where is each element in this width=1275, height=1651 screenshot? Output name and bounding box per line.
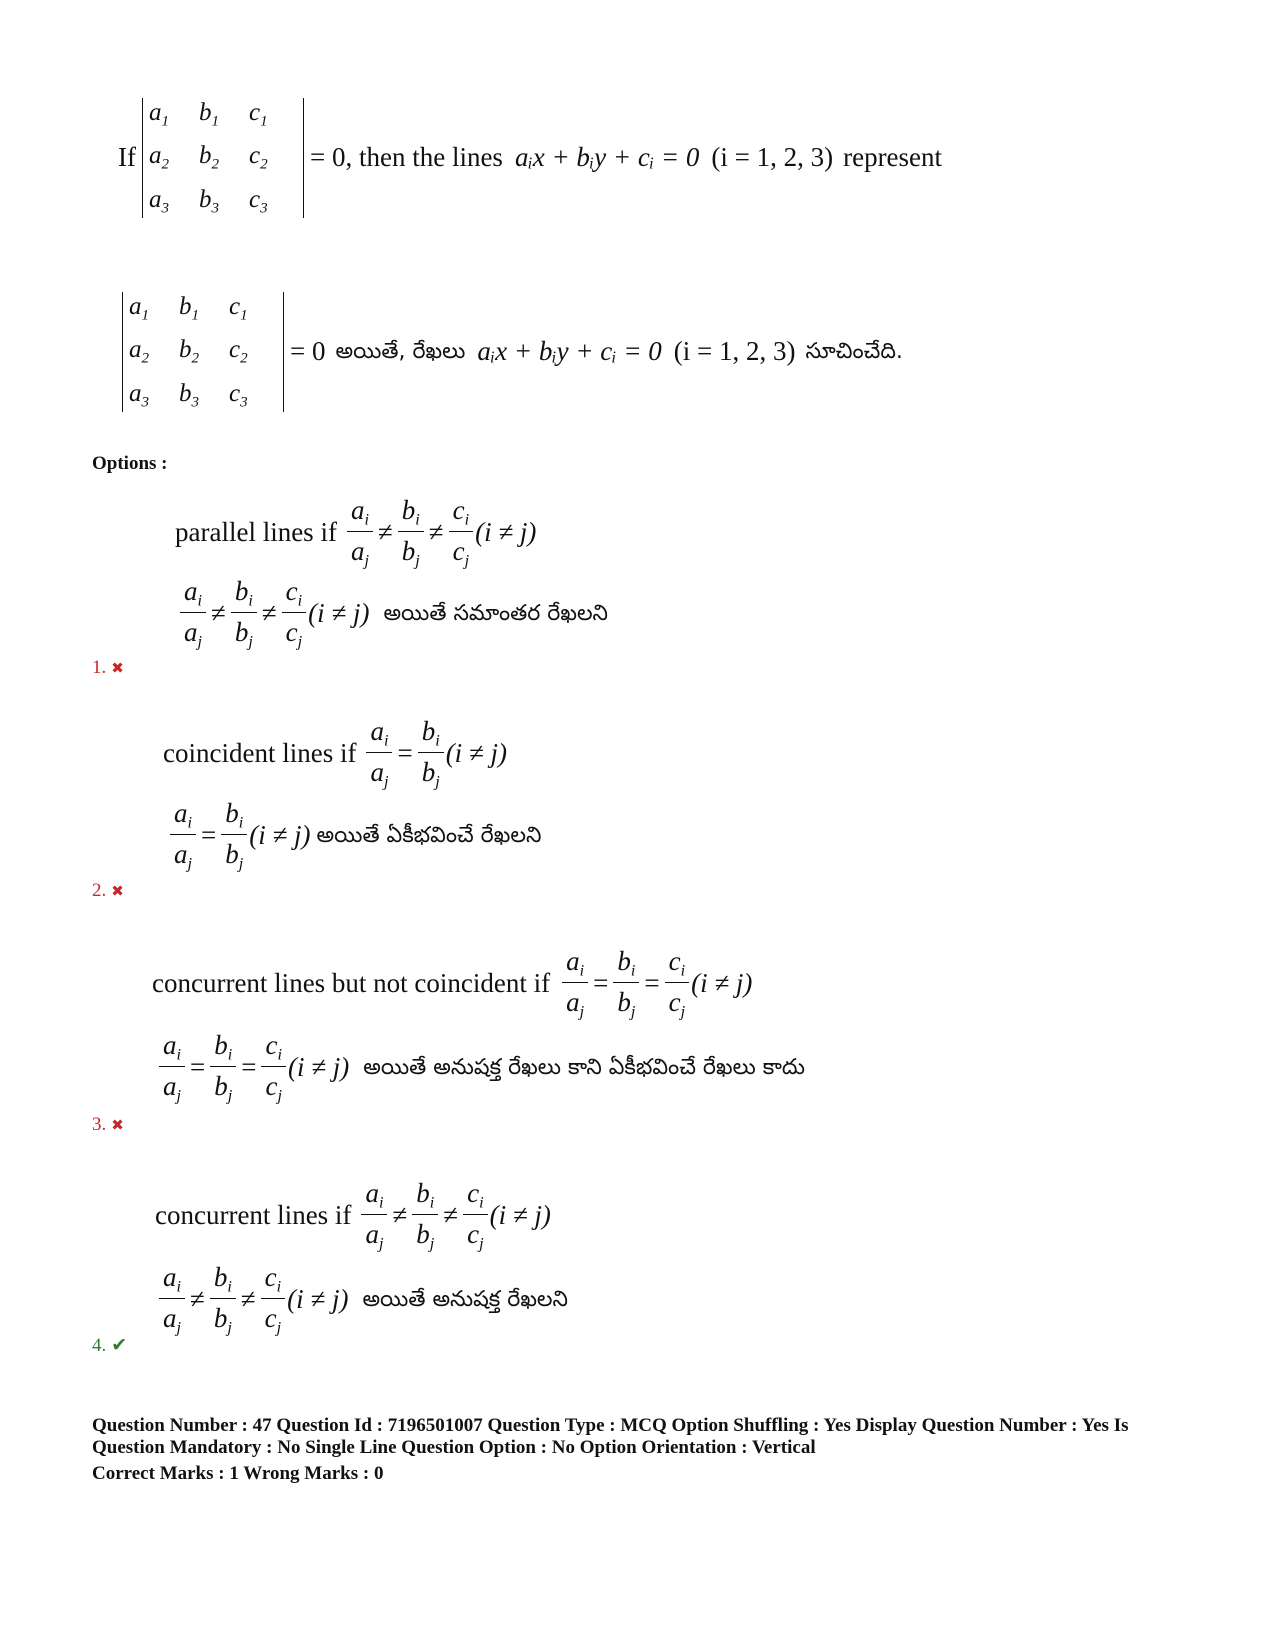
determinant: $a_1$ $b_1$ $c_1$ $a_2$ $b_2$ $c_2$ $a_3$ $b_3$ $c_3$ <box>142 98 304 218</box>
line-equation: aᵢx + bᵢy + cᵢ = 0 <box>514 142 700 173</box>
check-icon: ✔ <box>111 1335 128 1356</box>
option-3-text: concurrent lines but not coincident if <box>152 968 551 999</box>
option-2-text: coincident lines if <box>163 738 357 769</box>
option-3-english: concurrent lines but not coincident if $\frac{a_i}{a_j}$ = $\frac{b_i}{b_j}$ = $\frac{c_i}{c_j}$ (i ≠ j) <box>152 946 753 1021</box>
metadata-line-3: Correct Marks : 1 Wrong Marks : 0 <box>92 1463 384 1484</box>
options-label: Options : <box>92 453 168 474</box>
cross-icon: ✖ <box>111 1118 124 1134</box>
question-english <box>118 98 942 218</box>
question-if-label: If <box>118 142 136 173</box>
option-2-english: coincident lines if $\frac{a_i}{a_j}$ = $\frac{b_i}{b_j}$ (i ≠ j) <box>163 716 507 791</box>
metadata-line-2: Question Mandatory : No Single Line Question Option : No Option Orientation : Vertical <box>92 1437 816 1458</box>
equals-zero-telugu: = 0 <box>290 336 326 367</box>
determinant-telugu: $a_1$ $b_1$ $c_1$ $a_2$ $b_2$ $c_2$ $a_3$ $b_3$ $c_3$ <box>122 292 284 412</box>
line-equation-telugu: aᵢx + bᵢy + cᵢ = 0 <box>477 336 662 367</box>
index-range-telugu: (i = 1, 2, 3) <box>673 336 796 367</box>
option-1-telugu: $\frac{a_i}{a_j}$ ≠ $\frac{b_i}{b_j}$ ≠ $\frac{c_i}{c_j}$ (i ≠ j) అయితే సమాంతర రేఖలని <box>178 578 608 650</box>
option-1-text: parallel lines if <box>175 517 337 548</box>
option-4-marker: 4. ✔ <box>92 1335 128 1356</box>
option-4-english: concurrent lines if $\frac{a_i}{a_j}$ ≠ $\frac{b_i}{b_j}$ ≠ $\frac{c_i}{c_j}$ (i ≠ j) <box>155 1178 551 1253</box>
question-telugu <box>122 292 903 412</box>
option-3-marker: 3. ✖ <box>92 1114 124 1135</box>
question-telugu-suffix: సూచించేది. <box>805 338 903 364</box>
option-2-telugu-text: అయితే ఏకీభవించే రేఖలని <box>316 822 542 848</box>
option-3-telugu: $\frac{a_i}{a_j}$ = $\frac{b_i}{b_j}$ = $\frac{c_i}{c_j}$ (i ≠ j) అయితే అనుషక్త రేఖలు కాని ఏకీభవించే రేఖలు కాదు <box>157 1032 805 1104</box>
option-3-telugu-text: అయితే అనుషక్త రేఖలు కాని ఏకీభవించే రేఖలు కాదు <box>363 1054 805 1080</box>
cross-icon: ✖ <box>111 661 124 677</box>
option-2-telugu: $\frac{a_i}{a_j}$ = $\frac{b_i}{b_j}$ (i ≠ j) అయితే ఏకీభవించే రేఖలని <box>168 800 541 872</box>
question-metadata <box>92 1415 1202 1485</box>
option-4-text: concurrent lines if <box>155 1200 352 1231</box>
question-represent-text: represent <box>843 142 943 173</box>
option-2-marker: 2. ✖ <box>92 880 124 901</box>
cross-icon: ✖ <box>111 884 124 900</box>
metadata-line-1: Question Number : 47 Question Id : 7196501007 Question Type : MCQ Option Shuffling : Yes Display Question Number : Yes Is <box>92 1415 1129 1436</box>
option-4-telugu-text: అయితే అనుషక్త రేఖలని <box>362 1286 568 1312</box>
option-4-telugu: $\frac{a_i}{a_j}$ ≠ $\frac{b_i}{b_j}$ ≠ $\frac{c_i}{c_j}$ (i ≠ j) అయితే అనుషక్త రేఖలని <box>157 1264 568 1336</box>
equals-zero: = 0 <box>309 142 346 173</box>
option-1-telugu-text: అయితే సమాంతర రేఖలని <box>383 600 609 626</box>
index-range: (i = 1, 2, 3) <box>711 142 834 173</box>
option-1-english: parallel lines if $\frac{a_i}{a_j}$ ≠ $\frac{b_i}{b_j}$ ≠ $\frac{c_i}{c_j}$ (i ≠ j) <box>175 495 537 570</box>
option-1-marker: 1. ✖ <box>92 657 124 678</box>
question-then-text: , then the lines <box>345 142 503 173</box>
question-telugu-text: అయితే, రేఖలు <box>335 338 466 364</box>
